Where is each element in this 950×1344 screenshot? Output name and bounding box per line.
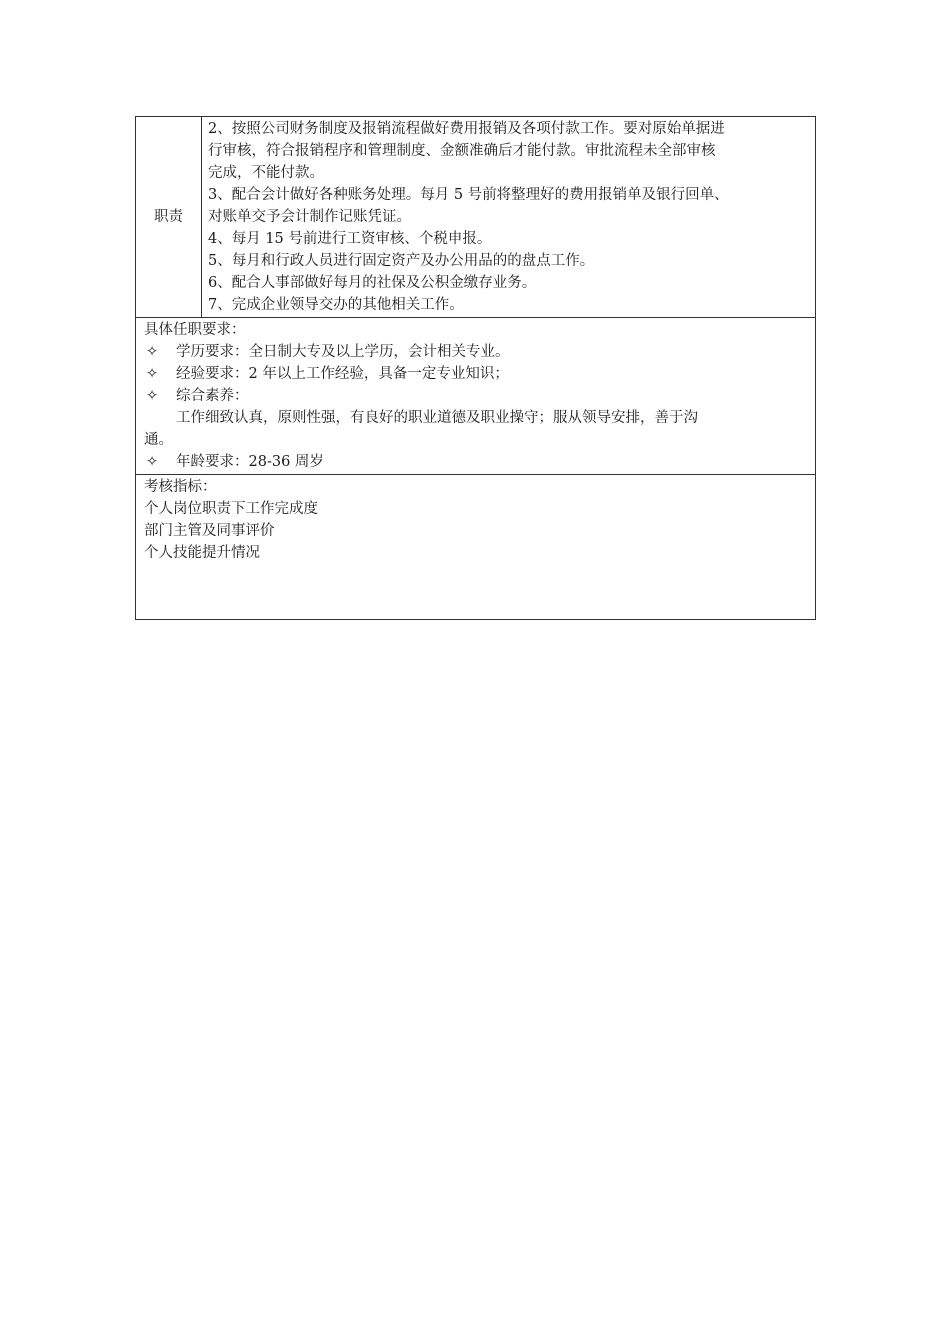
- requirement-text: 经验要求：2 年以上工作经验，具备一定专业知识；: [176, 366, 509, 382]
- duty-line: 对账单交予会计制作记账凭证。: [208, 209, 411, 225]
- requirement-text: 综合素养：: [176, 388, 249, 404]
- requirement-text: 学历要求：全日制大专及以上学历，会计相关专业。: [176, 344, 510, 360]
- duty-line: 2、按照公司财务制度及报销流程做好费用报销及各项付款工作。要对原始单据进: [208, 121, 725, 137]
- requirements-row: [136, 318, 816, 475]
- duty-line: 完成，不能付款。: [208, 165, 324, 181]
- duty-line: 7、完成企业领导交办的其他相关工作。: [208, 297, 464, 313]
- requirement-quality: [144, 385, 807, 407]
- assessment-item: 部门主管及同事评价: [144, 523, 275, 539]
- requirement-experience: [144, 363, 807, 385]
- duty-line: 行审核，符合报销程序和管理制度、金额准确后才能付款。审批流程未全部审核: [208, 143, 716, 159]
- assessment-heading: 考核指标：: [144, 479, 217, 495]
- assessment-row: [136, 475, 816, 620]
- assessment-item: 个人技能提升情况: [144, 545, 260, 561]
- duty-line: 4、每月 15 号前进行工资审核、个税申报。: [208, 231, 492, 247]
- job-description-table: [135, 116, 816, 620]
- diamond-bullet-icon: ✧: [146, 366, 159, 382]
- assessment-content: [136, 475, 816, 620]
- quality-description-line: 工作细致认真，原则性强，有良好的职业道德及职业操守；服从领导安排，善于沟: [176, 410, 698, 426]
- requirements-content: [136, 318, 816, 475]
- diamond-bullet-icon: ✧: [146, 344, 159, 360]
- quality-description-line: 通。: [144, 432, 173, 448]
- requirements-heading: 具体任职要求：: [144, 322, 246, 338]
- duties-label: 职责: [136, 117, 202, 318]
- duty-line: 6、配合人事部做好每月的社保及公积金缴存业务。: [208, 275, 537, 291]
- requirement-education: [144, 341, 807, 363]
- duty-line: 5、每月和行政人员进行固定资产及办公用品的的盘点工作。: [208, 253, 595, 269]
- duties-content: [202, 117, 816, 318]
- diamond-bullet-icon: ✧: [146, 454, 159, 470]
- duties-row: [136, 117, 816, 318]
- diamond-bullet-icon: ✧: [146, 388, 159, 404]
- requirement-text: 年龄要求：28-36 周岁: [176, 454, 324, 470]
- duty-line: 3、配合会计做好各种账务处理。每月 5 号前将整理好的费用报销单及银行回单、: [208, 187, 729, 203]
- requirement-age: [144, 451, 807, 473]
- assessment-item: 个人岗位职责下工作完成度: [144, 501, 318, 517]
